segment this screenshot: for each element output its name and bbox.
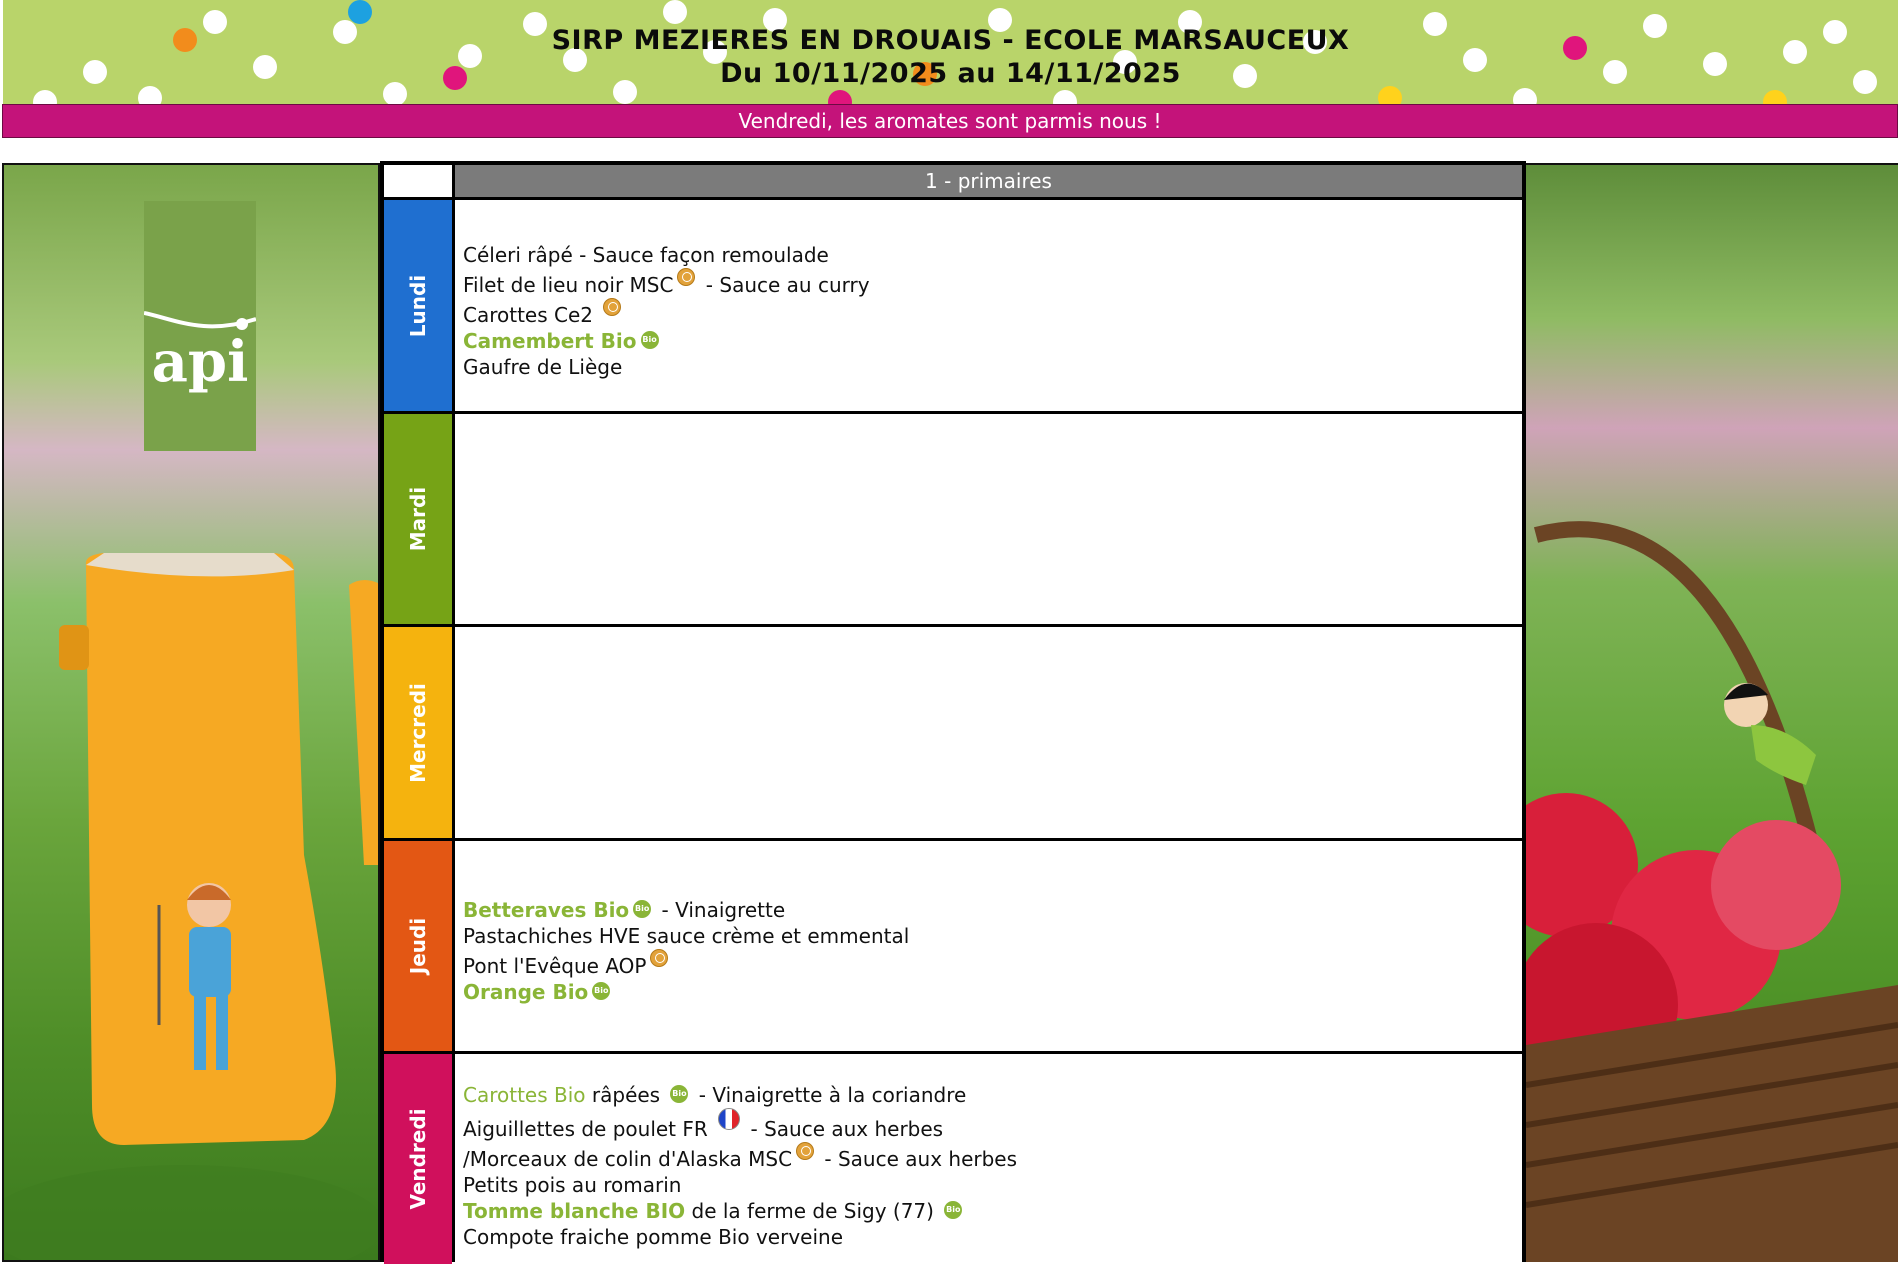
bio-icon: Bio — [670, 1085, 688, 1103]
menu-item-text: Compote fraiche pomme Bio verveine — [463, 1225, 843, 1249]
logo-text: api — [151, 329, 249, 395]
bio-icon: Bio — [944, 1201, 962, 1219]
menu-cell-jeudi — [455, 841, 1522, 1051]
day-label-jeudi — [384, 841, 452, 1051]
menu-table — [380, 161, 1526, 1262]
menu-item — [463, 1108, 1522, 1142]
menu-item-text: - Vinaigrette à la coriandre — [692, 1083, 967, 1107]
menu-item-text: Petits pois au romarin — [463, 1173, 682, 1197]
menu-item — [463, 1172, 1522, 1198]
title-school: SIRP MEZIERES EN DROUAIS - ECOLE MARSAUCEUX — [551, 25, 1350, 56]
day-name: Mardi — [406, 486, 430, 552]
menu-item-text: - Sauce aux herbes — [744, 1117, 944, 1141]
menu-item — [463, 298, 1522, 328]
day-name: Jeudi — [406, 917, 430, 975]
menu-item-text: Filet de lieu noir MSC — [463, 273, 674, 297]
menu-item — [463, 923, 1522, 949]
menu-item-text: Pastachiches HVE sauce crème et emmental — [463, 924, 910, 948]
announcement-banner: Vendredi, les aromates sont parmis nous ! — [2, 104, 1898, 138]
menu-item-text: Orange Bio — [463, 980, 589, 1004]
menu-item-text: Céleri râpé - Sauce façon remoulade — [463, 243, 829, 267]
menu-item-text: Gaufre de Liège — [463, 355, 623, 379]
label-icon — [677, 268, 695, 286]
bio-icon: Bio — [641, 331, 659, 349]
menu-cell-mardi — [455, 414, 1522, 624]
day-name: Vendredi — [406, 1108, 430, 1210]
day-name: Mercredi — [406, 682, 430, 783]
day-label-vendredi — [384, 1054, 452, 1264]
polka-dot — [33, 90, 57, 104]
menu-item-text: Camembert Bio — [463, 329, 637, 353]
menu-item-text: râpées — [585, 1083, 667, 1107]
french-flag-icon — [718, 1108, 740, 1130]
menu-item — [463, 354, 1522, 380]
menu-item — [463, 268, 1522, 298]
polka-dot — [1513, 88, 1537, 104]
menu-item-text: - Vinaigrette — [655, 898, 786, 922]
menu-item-text: Carottes Bio — [463, 1083, 586, 1107]
menu-item-text: - Sauce au curry — [699, 273, 870, 297]
day-label-lundi — [384, 200, 452, 411]
label-icon — [650, 949, 668, 967]
menu-cell-vendredi — [455, 1054, 1522, 1264]
polka-dot — [663, 0, 687, 24]
left-decorative-image — [2, 163, 380, 1262]
menu-item-text: Aiguillettes de poulet FR — [463, 1117, 715, 1141]
page-title — [3, 24, 1898, 90]
polka-dot — [1053, 90, 1077, 104]
menu-item — [463, 1082, 1522, 1108]
menu-item — [463, 1224, 1522, 1250]
menu-item-text: Pont l'Evêque AOP — [463, 954, 647, 978]
menu-item — [463, 242, 1522, 268]
label-icon — [603, 298, 621, 316]
table-corner — [384, 165, 452, 197]
title-dates: Du 10/11/2025 au 14/11/2025 — [720, 58, 1181, 89]
bio-icon: Bio — [633, 900, 651, 918]
menu-item — [463, 897, 1522, 923]
yellow-boot-icon — [4, 165, 380, 1262]
polka-dot — [348, 0, 372, 24]
label-icon — [796, 1142, 814, 1160]
polka-dot — [1763, 90, 1787, 104]
menu-item-text: de la ferme de Sigy (77) — [685, 1199, 941, 1223]
girl-illustration-icon — [139, 865, 279, 1095]
menu-item-text: Tomme blanche BIO — [463, 1199, 686, 1223]
menu-item — [463, 1142, 1522, 1172]
menu-item — [463, 979, 1522, 1005]
bio-icon: Bio — [592, 982, 610, 1000]
menu-item-text: /Morceaux de colin d'Alaska MSC — [463, 1147, 793, 1171]
menu-item-text: - Sauce aux herbes — [818, 1147, 1018, 1171]
menu-cell-lundi — [455, 200, 1522, 411]
day-label-mercredi — [384, 627, 452, 838]
header — [3, 0, 1898, 104]
menu-item-text: Carottes Ce2 — [463, 303, 600, 327]
menu-item — [463, 1198, 1522, 1224]
day-name: Lundi — [406, 274, 430, 337]
menu-item — [463, 949, 1522, 979]
polka-dot — [828, 90, 852, 104]
menu-item-text: Betteraves Bio — [463, 898, 630, 922]
column-header: 1 - primaires — [455, 165, 1522, 197]
menu-cell-mercredi — [455, 627, 1522, 838]
right-decorative-image — [1526, 163, 1898, 1262]
menu-item — [463, 328, 1522, 354]
day-label-mardi — [384, 414, 452, 624]
boy-climbing-illustration-icon — [1706, 665, 1856, 815]
